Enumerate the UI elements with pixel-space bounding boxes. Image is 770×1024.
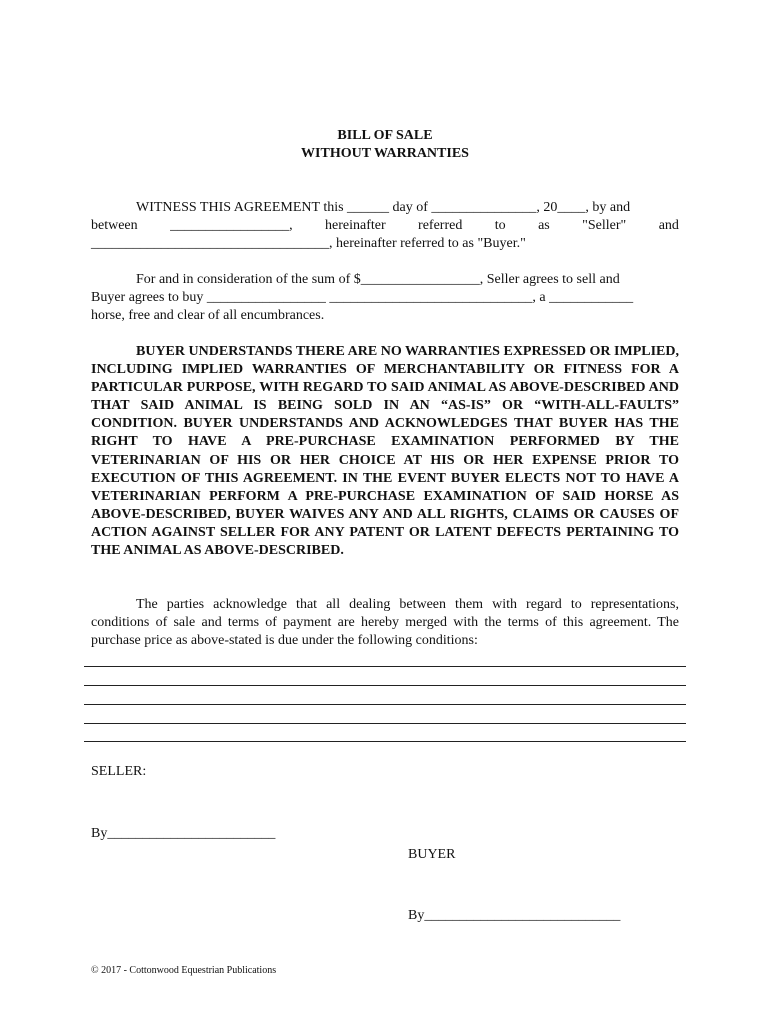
witness-line-3: __________________________________, hereinafter referred to as "Buyer." bbox=[91, 236, 526, 251]
consideration-line-2: Buyer agrees to buy _________________ _____________________________, a ____________ bbox=[91, 290, 634, 305]
conditions-line bbox=[84, 685, 686, 686]
consideration-paragraph bbox=[91, 271, 679, 325]
buyer-signature-line: By____________________________ bbox=[408, 908, 621, 923]
witness-line-1: WITNESS THIS AGREEMENT this ______ day of _______________, 20____, by and bbox=[136, 200, 631, 215]
document-subtitle: WITHOUT WARRANTIES bbox=[301, 146, 469, 161]
conditions-line bbox=[84, 704, 686, 705]
witness-word: hereinafter bbox=[325, 218, 386, 233]
witness-word: _________________, bbox=[170, 218, 293, 233]
conditions-line bbox=[84, 741, 686, 742]
seller-signature-line: By________________________ bbox=[91, 826, 276, 841]
witness-word: between bbox=[91, 218, 138, 233]
conditions-line bbox=[84, 666, 686, 667]
witness-word: "Seller" bbox=[582, 218, 627, 233]
copyright-footer: © 2017 - Cottonwood Equestrian Publications bbox=[91, 965, 277, 976]
witness-word: referred bbox=[418, 218, 463, 233]
witness-word: to bbox=[494, 218, 506, 233]
witness-line-2 bbox=[91, 217, 679, 235]
witness-word: as bbox=[538, 218, 550, 233]
acknowledge-paragraph: The parties acknowledge that all dealing between them with regard to representations, conditions of sale and terms of payment are hereby merged with the terms of this agreement. The purchase price as above-stated is due under the following conditions: bbox=[91, 597, 679, 648]
buyer-label: BUYER bbox=[408, 847, 456, 862]
consideration-line-3: horse, free and clear of all encumbrances. bbox=[91, 308, 325, 323]
warranty-disclaimer: BUYER UNDERSTANDS THERE ARE NO WARRANTIES EXPRESSED OR IMPLIED, INCLUDING IMPLIED WARRANTIES OF MERCHANTABILITY OR FITNESS FOR A PARTICULAR PURPOSE, WITH REGARD TO SAID ANIMAL AS ABOVE-DESCRIBED AND THAT SAID ANIMAL IS BEING SOLD IN AN “AS-IS” OR “WITH-ALL-FAULTS” CONDITION. BUYER UNDERSTANDS AND ACKNOWLEDGES THAT BUYER HAS THE RIGHT TO HAVE A PRE-PURCHASE EXAMINATION PERFORMED BY THE VETERINARIAN OF HIS OR HER CHOICE AT HIS OR HER EXPENSE PRIOR TO EXECUTION OF THIS AGREEMENT. IN THE EVENT BUYER ELECTS NOT TO HAVE A VETERINARIAN PERFORM A PRE-PURCHASE EXAMINATION OF SAID HORSE AS ABOVE-DESCRIBED, BUYER WAIVES ANY AND ALL RIGHTS, CLAIMS OR CAUSES OF ACTION AGAINST SELLER FOR ANY PATENT OR LATENT DEFECTS PERTAINING TO THE ANIMAL AS ABOVE-DESCRIBED. bbox=[91, 344, 679, 559]
document-title: BILL OF SALE bbox=[337, 128, 433, 143]
witness-word: and bbox=[658, 218, 679, 233]
seller-label: SELLER: bbox=[91, 764, 147, 779]
consideration-line-1: For and in consideration of the sum of $_________________, Seller agrees to sell and bbox=[136, 272, 620, 287]
conditions-line bbox=[84, 723, 686, 724]
witness-paragraph bbox=[91, 199, 679, 253]
